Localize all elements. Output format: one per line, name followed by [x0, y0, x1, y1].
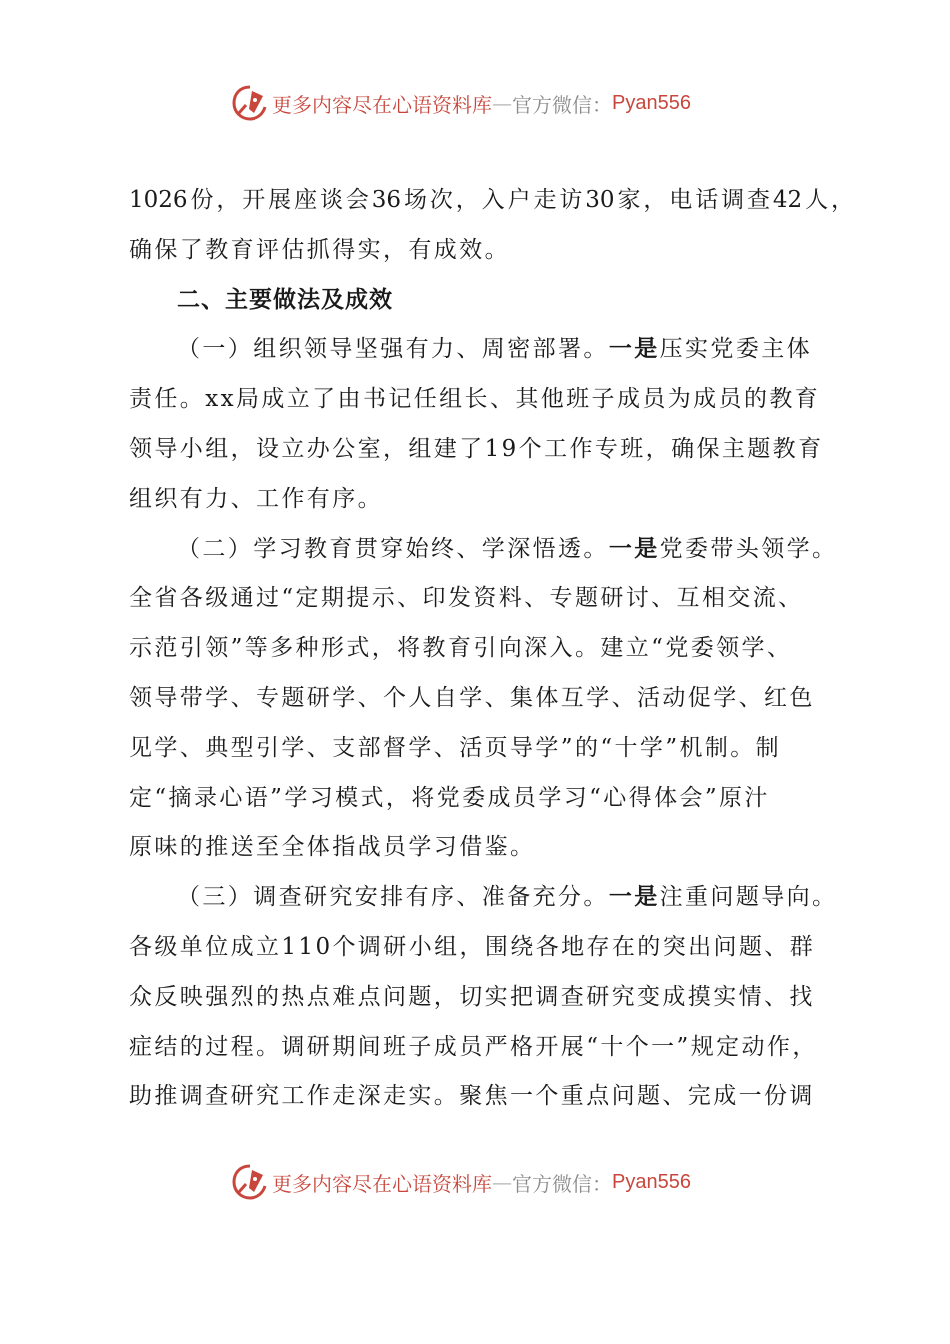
banner-wechat-id: Pyan556	[612, 1170, 691, 1193]
bold-lead: 一是	[608, 884, 660, 911]
bold-lead: 一是	[608, 535, 660, 562]
header-watermark	[230, 83, 691, 123]
text-run: 党委带头领学。	[659, 535, 838, 562]
text-line: 见学、典型引学、支部督学、活页导学”的“十学”机制。制	[129, 734, 782, 761]
text-line: 助推调查研究工作走深走实。聚焦一个重点问题、完成一份调	[129, 1083, 815, 1110]
banner-wechat-id: Pyan556	[612, 91, 691, 114]
banner-label: 官方微信：	[512, 1171, 612, 1196]
text-line: 领导小组，设立办公室，组建了19个工作专班，确保主题教育	[129, 435, 824, 462]
text-line: 各级单位成立110个调研小组，围绕各地存在的突出问题、群	[129, 933, 816, 960]
text-line: 组织有力、工作有序。	[129, 485, 383, 512]
pen-nib-logo-icon	[230, 1162, 270, 1202]
paragraph-first-line	[129, 525, 854, 575]
subsection-title: （三）调查研究安排有序、准备充分。	[177, 884, 609, 911]
footer-watermark	[230, 1162, 691, 1202]
pen-nib-logo-icon	[230, 83, 270, 123]
text-line: 症结的过程。调研期间班子成员严格开展“十个一”规定动作，	[129, 1033, 818, 1060]
document-body	[129, 176, 854, 1122]
text-line: 领导带学、专题研学、个人自学、集体互学、活动促学、红色	[129, 684, 815, 711]
text-line: 确保了教育评估抓得实，有成效。	[129, 236, 510, 263]
paragraph-first-line	[129, 325, 854, 375]
banner-title: 更多内容尽在心语资料库	[272, 1171, 492, 1196]
bold-lead: 一是	[608, 336, 660, 363]
text-line: 全省各级通过“定期提示、印发资料、专题研讨、互相交流、	[129, 585, 804, 612]
text-line: 示范引领”等多种形式，将教育引向深入。建立“党委领学、	[129, 635, 793, 662]
text-line: 原味的推送至全体指战员学习借鉴。	[129, 834, 536, 861]
banner-title: 更多内容尽在心语资料库	[272, 92, 492, 117]
text-line: 责任。xx局成立了由书记任组长、其他班子成员为成员的教育	[129, 386, 821, 413]
banner-separator: —	[492, 91, 512, 115]
text-line: 众反映强烈的热点难点问题，切实把调查研究变成摸实情、找	[129, 983, 815, 1010]
text-line: 1026份，开展座谈会36场次，入户走访30家，电话调查42人，	[129, 187, 854, 213]
subsection-title: （二）学习教育贯穿始终、学深悟透。	[177, 535, 609, 562]
text-run: 注重问题导向。	[659, 884, 838, 911]
banner-separator: —	[492, 1170, 512, 1194]
section-heading: 二、主要做法及成效	[177, 286, 393, 313]
text-run: 压实党委主体	[659, 336, 813, 363]
banner-label: 官方微信：	[512, 92, 612, 117]
text-line: 定“摘录心语”学习模式，将党委成员学习“心得体会”原汁	[129, 784, 770, 811]
paragraph-first-line	[129, 873, 854, 923]
subsection-title: （一）组织领导坚强有力、周密部署。	[177, 336, 609, 363]
